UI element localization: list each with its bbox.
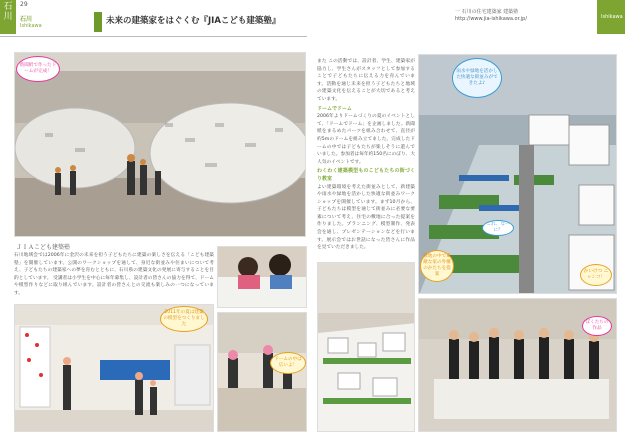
credit-url: http://www.jia-ishikawa.or.jp/ xyxy=(455,16,528,22)
drawing-illustration xyxy=(218,247,307,308)
body-mid xyxy=(317,58,415,258)
model-table-illustration xyxy=(318,263,415,432)
body-mid-p2: よい建築環境を考えた街並みとして、新建築や雨水や緑地を活かした快適な街並みワークショップを開催しています。まず10月から、子どもたちは模型を通じて街並みに必要な要素について考え、住宅の敷地に合った提案を作りました。プランニング、模型制作、発表会を通し、プレゼンテーションなどを行います。展示会ではお世話になった皆さんに作品を見ていただきました。 xyxy=(317,184,415,251)
body-left-para2: 受講者は小学生を中心に毎年募集し、設計者の皆さんの協力を得て、ドームや模型作りなどに取り組んでいます。設計者の皆さんとの交流も楽しみの一つになっています。 xyxy=(14,275,214,296)
body-left xyxy=(14,252,214,298)
body-mid-p1: 2006年よりドームづくりの夏のイベントとして、「ドームでドーム」を企画しました。新聞紙をまるめたパーツを組み合わせて、直径が約5mのドームを組み立てました。完成したドームの中では子どもたちが楽しそうに遊んでいました。参加者は毎年約150名にのぼり、大人気のイベントです。 xyxy=(317,114,416,165)
bubble-rainwater-green: 雨水や緑地を活かした快適な街並みができたよ♪ xyxy=(452,58,502,98)
right-tab-label: Ishikawa xyxy=(601,14,623,20)
headline-marker xyxy=(94,12,102,32)
divider xyxy=(0,36,307,37)
photo-caption: ＪＩＡこども建築塾 xyxy=(16,244,71,251)
page-number: 29 xyxy=(20,1,28,8)
body-mid-intro: また この活動では、設計者、学生、建築家が協力し、学生さんがスタッフとして参加することで子どもたちに伝える力を育んでいます。活動を通じ未来を担う子どもたちと地域の建築文化を伝えることが大切であると考えています。 xyxy=(317,59,415,102)
prefecture-tab xyxy=(0,0,16,34)
page-title: 未来の建築家をはぐくむ『JIAこども建築塾』 xyxy=(106,16,281,26)
prefecture-label: 石川 xyxy=(3,2,13,22)
bubble-what-is-this: これ、なーに？ xyxy=(482,220,514,236)
subheading-dome: ドームでドーム xyxy=(317,105,352,112)
bubble-house-proposal: 敷地の中で素敵な家の外構のかたちを提案 xyxy=(420,250,454,282)
credit xyxy=(455,9,527,23)
prefecture-romaji: Ishikawa xyxy=(20,23,42,29)
photo-drawing xyxy=(217,246,307,308)
body-left-para: 石川地域会では2006年に金沢の未来を担う子どもたちに建築の楽しさを伝える「こども建築塾」を開催しています。公開のワークショップを通して、身近な街並みや住まいについて考え、子どもたちの建築家への夢を育むとともに、石川県の建築文化の発展に寄与することを目的としています。 xyxy=(14,253,214,281)
bubble-dome-inside: ドームの中は広いよ！ xyxy=(270,352,306,374)
bubble-dome-complete: 新聞紙で作ったドームが完成！ xyxy=(16,56,60,82)
subheading-model: わくわく建築模型ものこどもたちの街づくり教室 xyxy=(317,168,415,182)
dome-illustration xyxy=(15,53,306,237)
bubble-cat: かいけつ ニャンコ！ xyxy=(580,264,612,286)
photo-model-table xyxy=(317,262,415,432)
prefecture-small: 石川 xyxy=(20,16,33,23)
bubble-our-works: ぼくたちの作品 xyxy=(582,316,612,336)
credit-line-1: 一 石川の住宅建築家 建築塾 xyxy=(455,9,519,15)
bubble-2011-summer: 2011年の夏は建築の模型をつくりました xyxy=(160,306,208,332)
photo-dome xyxy=(14,52,306,237)
